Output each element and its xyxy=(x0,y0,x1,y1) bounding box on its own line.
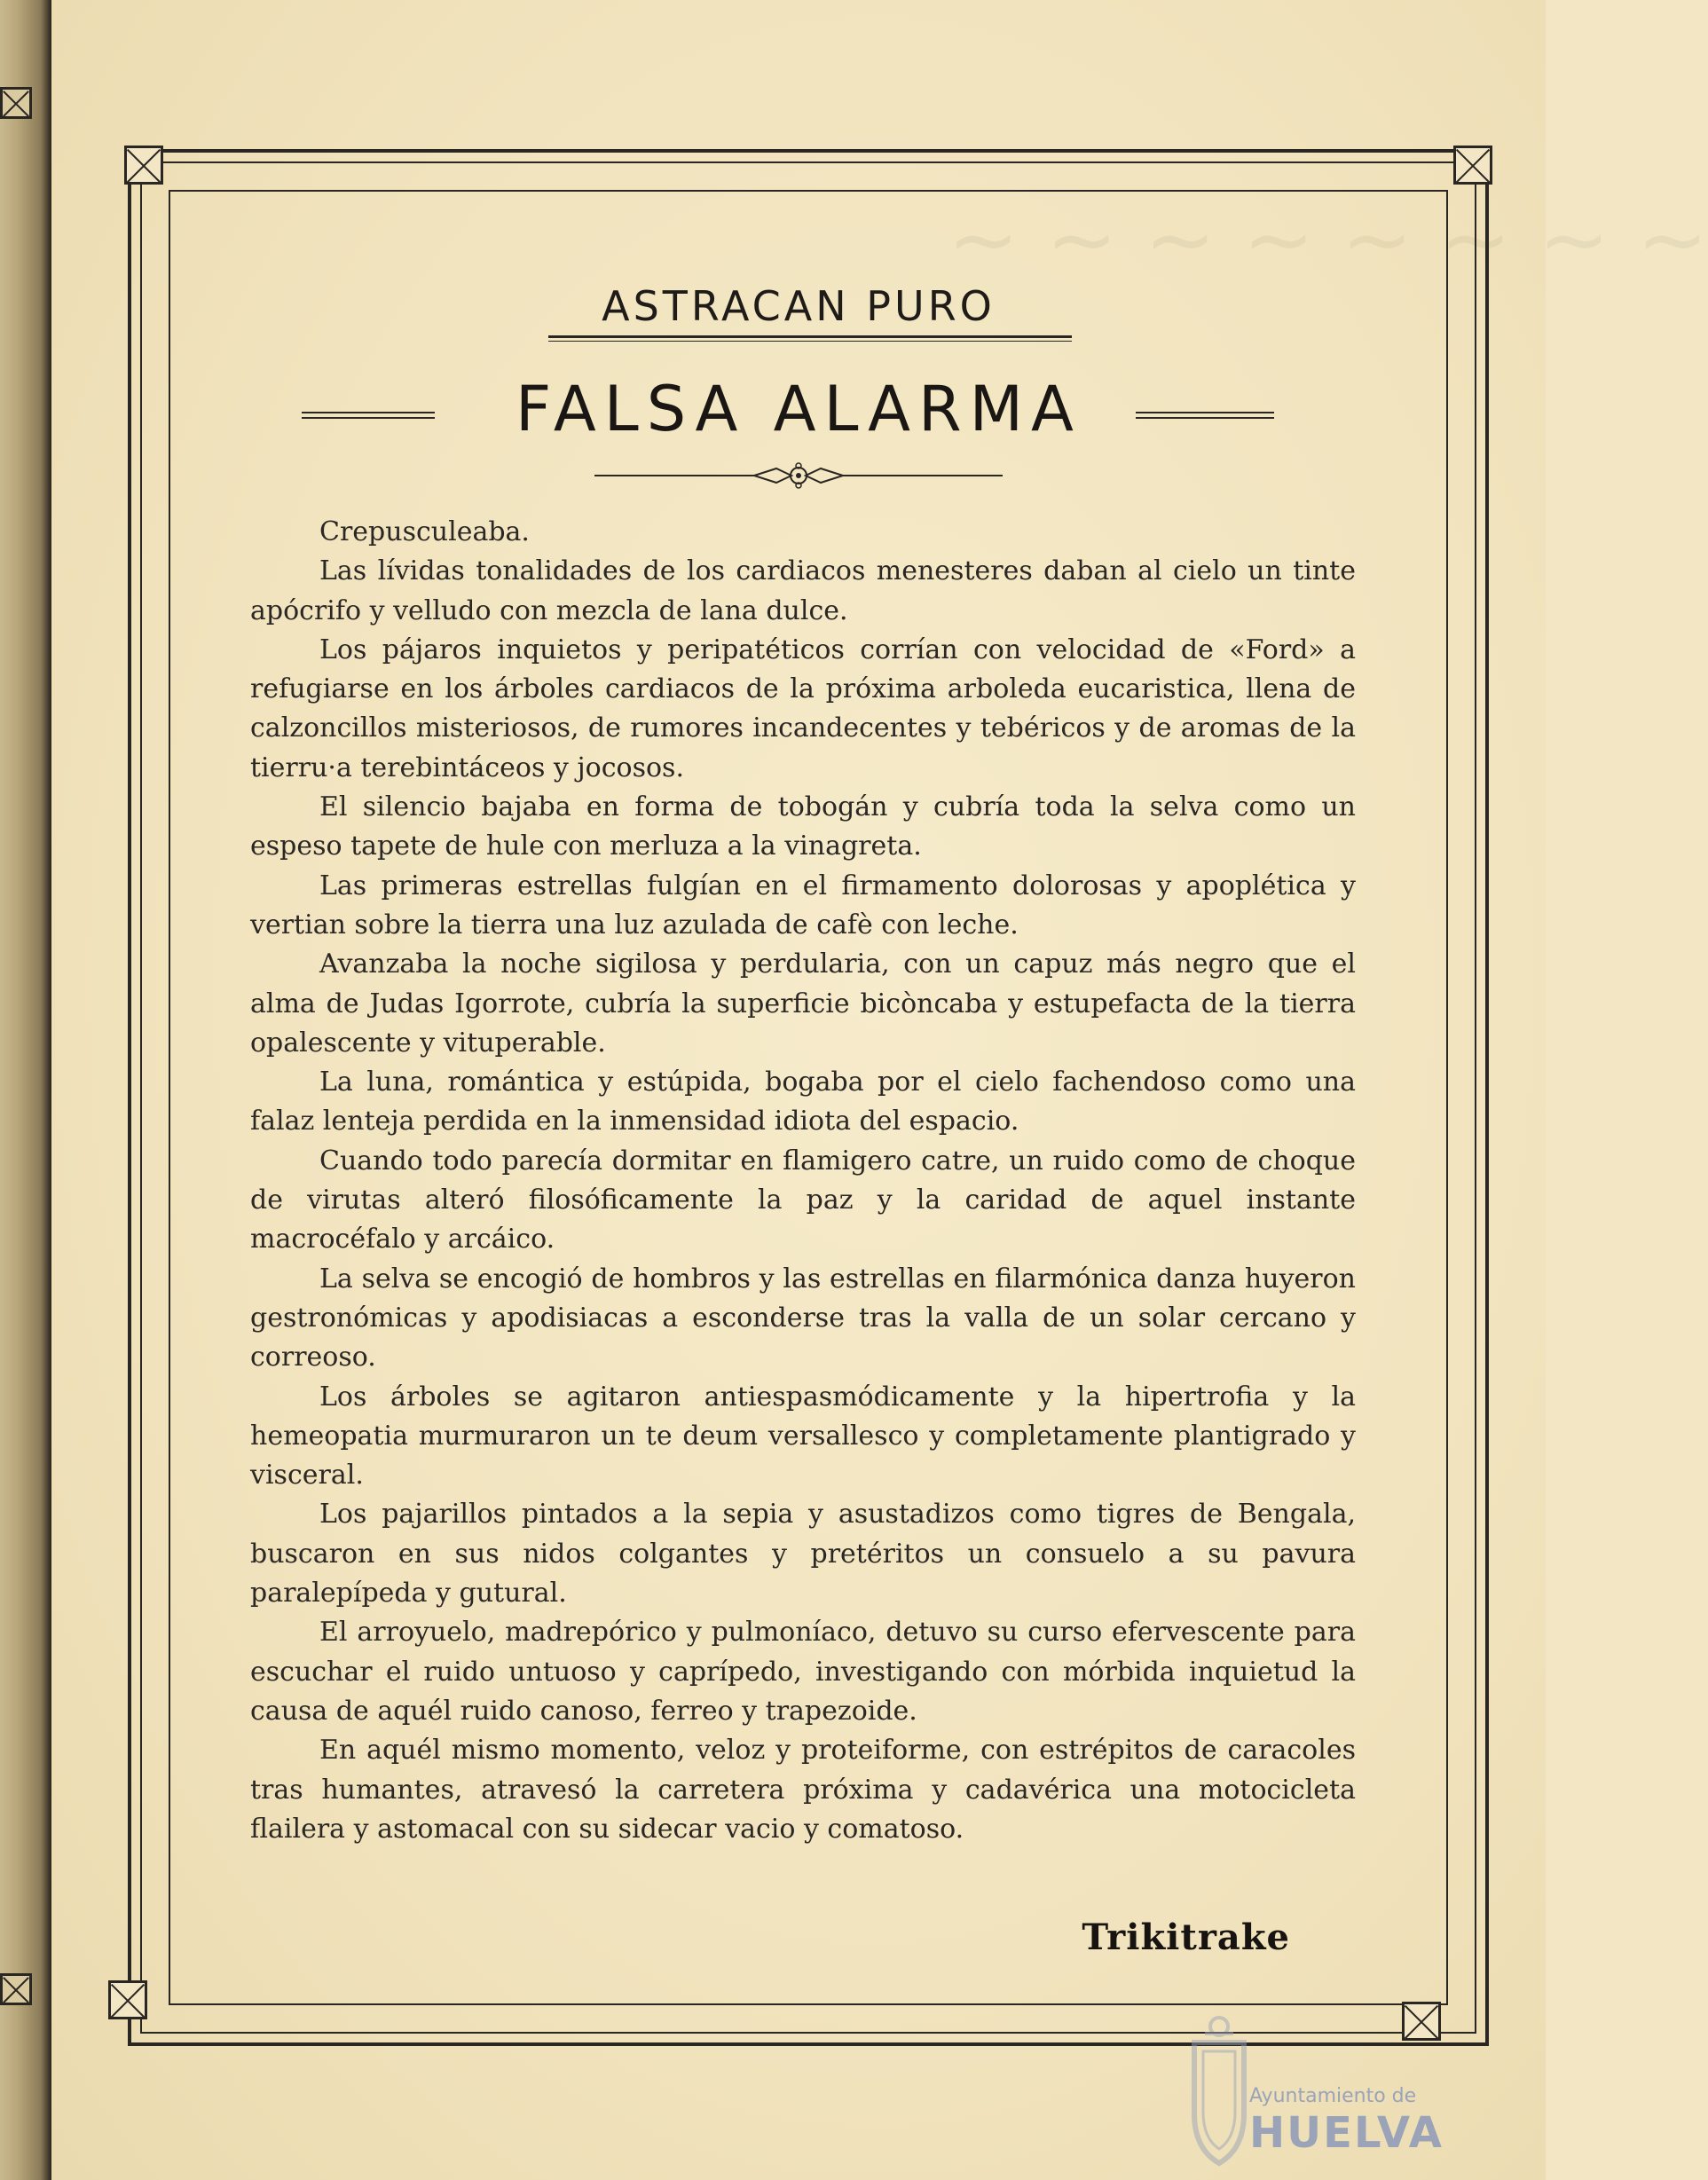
article-paragraph: En aquél mismo momento, veloz y proteiforme, con estrépitos de caracoles tras humantes, atravesó la carretera próxima y cadavérica una motocicleta flailera y astomacal con su sidecar vacio y comatoso. xyxy=(250,1735,1356,1845)
kicker-underline xyxy=(548,341,1072,342)
frame-corner-ornament xyxy=(124,146,163,185)
article-paragraph: Avanzaba la noche sigilosa y perdularia, con un capuz más negro que el alma de Judas Igorrote, cubría la superficie bicòncaba y estupefacta de la tierra opalescente y vituperable. xyxy=(250,948,1356,1059)
binding-edge xyxy=(0,0,51,2180)
frame-corner-ornament xyxy=(108,1980,147,2019)
archive-stamp-name: HUELVA xyxy=(1249,2108,1444,2158)
article-title: FALSA ALARMA xyxy=(516,373,1082,445)
author-signature: Trikitrake xyxy=(1082,1916,1290,1958)
frame-corner-ornament xyxy=(1453,146,1492,185)
show-through-text: ~ ~ ~ ~ ~ ~ ~ ~ xyxy=(948,190,1708,289)
article-paragraph: El silencio bajaba en forma de tobogán y cubría toda la selva como un espeso tapete de hule con merluza a la vinagreta. xyxy=(250,791,1356,862)
section-kicker: ASTRACAN PURO xyxy=(602,282,996,330)
title-rule-right xyxy=(1136,412,1274,419)
binding-corner-ornament xyxy=(0,1973,32,2005)
article-paragraph: Cuando todo parecía dormitar en flamigero catre, un ruido como de choque de virutas alteró filosóficamente la paz y la caridad de aquel instante macrocéfalo y arcáico. xyxy=(250,1145,1356,1255)
binding-corner-ornament xyxy=(0,87,32,119)
article-paragraph: La luna, romántica y estúpida, bogaba por el cielo fachendoso como una falaz lenteja perdida en la inmensidad idiota del espacio. xyxy=(250,1066,1356,1137)
article-paragraph: El arroyuelo, madrepórico y pulmoníaco, detuvo su curso efervescente para escuchar el ruido untuoso y caprípedo, investigando con mórbida inquietud la causa de aquél ruido canoso, ferreo y trapezoide. xyxy=(250,1617,1356,1727)
title-ornament xyxy=(594,458,1003,493)
archive-stamp-caption: Ayuntamiento de xyxy=(1249,2085,1417,2107)
article-paragraph: Las primeras estrellas fulgían en el firmamento dolorosas y apoplética y vertian sobre la tierra una luz azulada de cafè con leche. xyxy=(250,870,1356,940)
article-paragraph: Los árboles se agitaron antiespasmódicamente y la hipertrofia y la hemeopatia murmuraron un te deum versallesco y completamente plantigrado y visceral. xyxy=(250,1381,1356,1491)
article-paragraph: Las lívidas tonalidades de los cardiacos menesteres daban al cielo un tinte apócrifo y velludo con mezcla de lana dulce. xyxy=(250,555,1356,626)
article-paragraph: La selva se encogió de hombros y las estrellas en filarmónica danza huyeron gestronómicas y apodisiacas a esconderse tras la valla de un solar cercano y correoso. xyxy=(250,1263,1356,1373)
document-page xyxy=(51,0,1708,2180)
article-paragraph: Crepusculeaba. xyxy=(319,516,530,547)
article-paragraph: Los pájaros inquietos y peripatéticos corrían con velocidad de «Ford» a refugiarse en los árboles cardiacos de la próxima arboleda eucaristica, llena de calzoncillos misteriosos, de rumores incandecentes y tebéricos y de aromas de la tierru·a terebintáceos y jocosos. xyxy=(250,634,1356,783)
article-body xyxy=(250,513,1356,1849)
kicker-underline xyxy=(548,335,1072,338)
article-paragraph: Los pajarillos pintados a la sepia y asustadizos como tigres de Bengala, buscaron en sus nidos colgantes y pretéritos un consuelo a su pavura paralepípeda y gutural. xyxy=(250,1499,1356,1609)
